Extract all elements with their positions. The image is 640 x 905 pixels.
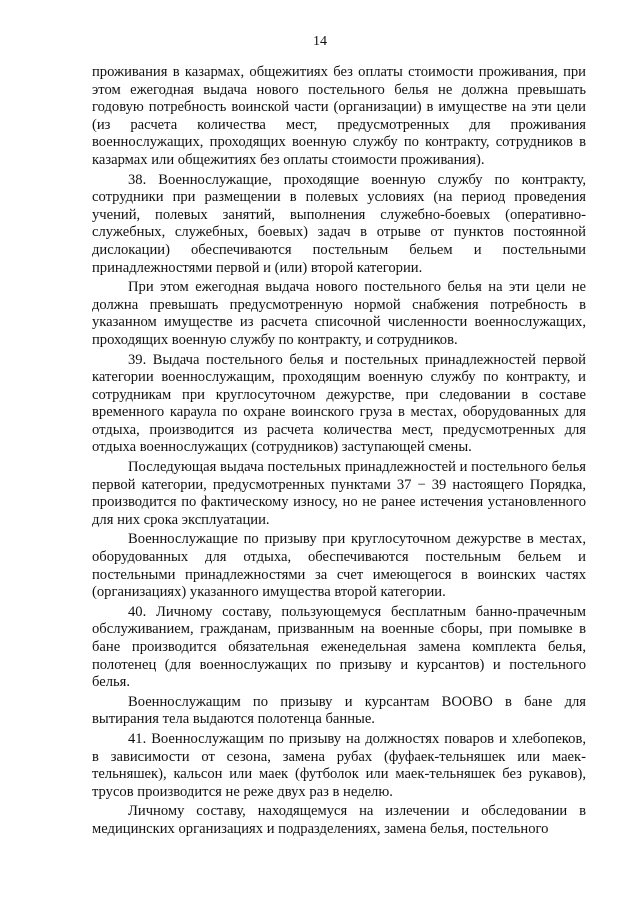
paragraph: 38. Военнослужащие, проходящие военную службу по контракту, сотрудники при размещении в полевых условиях (на период проведения учений, полевых занятий, выполнения служебно-боевых (оперативно-служебных, служебных, боевых) задач в отрыве от пунктов постоянной дислокации) обеспечиваются постельным бельем и постельными принадлежностями первой и (или) второй категории. [92, 171, 586, 276]
paragraph: 41. Военнослужащим по призыву на должностях поваров и хлебопеков, в зависимости от сезона, замена рубах (фуфаек-тельняшек или маек-тельняшек), кальсон или маек (футболок или маек-тельняшек без рукавов), трусов производится не реже двух раз в неделю. [92, 730, 586, 800]
document-body [92, 64, 586, 841]
paragraph: проживания в казармах, общежитиях без оплаты стоимости проживания, при этом ежегодная выдача нового постельного белья не должна превышать годовую потребность воинской части (организации) в имуществе на эти цели (из расчета количества мест, предусмотренных для проживания военнослужащих, проходящих военную службу по контракту, сотрудников в казармах или общежитиях без оплаты стоимости проживания). [92, 64, 586, 168]
paragraph: Личному составу, находящемуся на излечении и обследовании в медицинских организациях и подразделениях, замена белья, постельного [92, 803, 586, 837]
page-number: 14 [313, 34, 327, 49]
paragraph: 39. Выдача постельного белья и постельных принадлежностей первой категории военнослужащим, проходящим военную службу по контракту, и сотрудникам при круглосуточном дежурстве, при следовании в составе временного караула по охране воинского груза в местах, оборудованных для отдыха, производится из расчета количества мест, предусмотренных для отдыха военнослужащих (сотрудников) заступающей смены. [92, 351, 586, 456]
paragraph: При этом ежегодная выдача нового постельного белья на эти цели не должна превышать предусмотренную нормой снабжения потребность в указанном имуществе из расчета списочной численности военнослужащих, проходящих военную службу по контракту, и сотрудников. [92, 279, 586, 348]
paragraph: Военнослужащим по призыву и курсантам ВООВО в бане для вытирания тела выдаются полотенца банные. [92, 693, 586, 728]
paragraph: Последующая выдача постельных принадлежностей и постельного белья первой категории, предусмотренных пунктами 37 − 39 настоящего Порядка, производится по фактическому износу, но не ранее истечения установленного для них срока эксплуатации. [92, 459, 586, 528]
paragraph: Военнослужащие по призыву при круглосуточном дежурстве в местах, оборудованных для отдыха, обеспечиваются постельным бельем и постельными принадлежностями за счет имеющегося в воинских частях (организациях) указанного имущества второй категории. [92, 531, 586, 601]
paragraph: 40. Личному составу, пользующемуся бесплатным банно-прачечным обслуживанием, гражданам, призванным на военные сборы, при помывке в бане производится обязательная еженедельная замена комплекта белья, полотенец (для военнослужащих по призыву и курсантов) и постельного белья. [92, 603, 586, 691]
